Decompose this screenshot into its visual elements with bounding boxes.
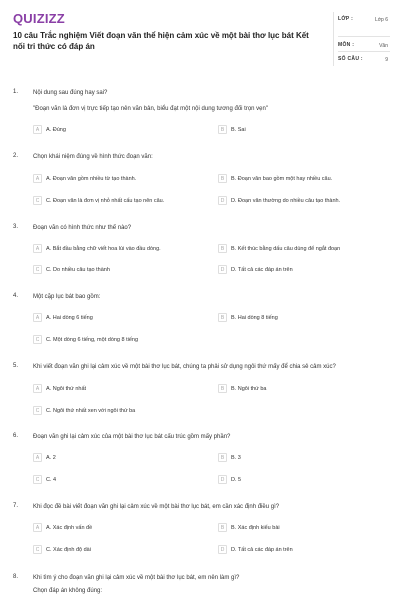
meta-subject-label: MÔN : bbox=[338, 42, 355, 48]
meta-separator bbox=[338, 36, 390, 37]
option-letter-box: C bbox=[33, 406, 42, 415]
question-number: 7. bbox=[13, 503, 19, 509]
option-letter-box: B bbox=[218, 174, 227, 183]
question-number: 6. bbox=[13, 433, 19, 439]
option-text: D. Đoạn văn thường do nhiều câu tạo thành. bbox=[231, 197, 341, 204]
option-letter-box: B bbox=[218, 244, 227, 253]
meta-divider bbox=[333, 12, 334, 66]
quizizz-logo: QUIZIZZ bbox=[13, 11, 65, 26]
option-letter-box: A bbox=[33, 244, 42, 253]
option-letter-box: A bbox=[33, 453, 42, 462]
option-letter-box: A bbox=[33, 384, 42, 393]
question-text: Đoạn văn có hình thức như thế nào? bbox=[33, 225, 132, 231]
option-letter-box: D bbox=[218, 265, 227, 274]
option-text: A. Xác định vấn đề bbox=[46, 524, 93, 531]
question-number: 3. bbox=[13, 224, 19, 230]
option-letter-box: C bbox=[33, 265, 42, 274]
option-letter-box: C bbox=[33, 475, 42, 484]
meta-grade-label: LỚP : bbox=[338, 16, 354, 22]
worksheet-header bbox=[0, 0, 400, 72]
question-text: Khi tìm ý cho đoạn văn ghi lại cảm xúc về một bài thơ lục bát, em nên làm gì? bbox=[33, 575, 240, 581]
meta-count-label: SỐ CÂU : bbox=[338, 56, 363, 62]
question-instruction: Chọn đáp án không đúng: bbox=[33, 588, 103, 594]
option-text: C. Đoạn văn là đơn vị nhỏ nhất cấu tạo nên câu. bbox=[46, 197, 165, 204]
option-text: B. Ngôi thứ ba bbox=[231, 385, 267, 392]
option-letter-box: D bbox=[218, 196, 227, 205]
option-text: A. 2 bbox=[46, 454, 56, 461]
option-letter-box: A bbox=[33, 174, 42, 183]
question-number: 4. bbox=[13, 293, 19, 299]
question-number: 5. bbox=[13, 363, 19, 369]
meta-subject-value: Văn bbox=[379, 43, 388, 49]
option-text: A. Ngôi thứ nhất bbox=[46, 385, 87, 392]
option-text: C. Xác định độ dài bbox=[46, 546, 91, 553]
question-text: Chọn khái niệm đúng về hình thức đoạn văn: bbox=[33, 154, 153, 160]
option-text: D. Tất cả các đáp án trên bbox=[231, 546, 293, 553]
option-letter-box: B bbox=[218, 384, 227, 393]
option-letter-box: A bbox=[33, 313, 42, 322]
option-text: C. 4 bbox=[46, 476, 57, 483]
option-text: A. Bắt đầu bằng chữ viết hoa lùi vào đầu dòng. bbox=[46, 245, 161, 252]
option-text: B. Kết thúc bằng dấu câu dùng để ngắt đoạn bbox=[231, 245, 341, 252]
question-text: Khi đọc đề bài viết đoạn văn ghi lại cảm xúc về một bài thơ lục bát, em cần xác định điều gì? bbox=[33, 504, 280, 510]
option-text: C. Do nhiều câu tạo thành bbox=[46, 266, 110, 273]
option-text: B. Xác định kiểu bài bbox=[231, 524, 280, 531]
option-letter-box: A bbox=[33, 523, 42, 532]
option-text: B. Hai dòng 8 tiếng bbox=[231, 314, 278, 321]
option-text: C. Một dòng 6 tiếng, một dòng 8 tiếng bbox=[46, 336, 139, 343]
question-quote: "Đoạn văn là đơn vị trực tiếp tạo nên văn bản, biểu đạt một nội dung tương đối trọn vẹn" bbox=[33, 106, 268, 112]
option-letter-box: C bbox=[33, 545, 42, 554]
option-letter-box: D bbox=[218, 545, 227, 554]
option-letter-box: B bbox=[218, 453, 227, 462]
option-letter-box: C bbox=[33, 196, 42, 205]
option-letter-box: B bbox=[218, 125, 227, 134]
option-text: A. Hai dòng 6 tiếng bbox=[46, 314, 93, 321]
question-text: Đoạn văn ghi lại cảm xúc của một bài thơ lục bát cấu trúc gồm mấy phần? bbox=[33, 434, 231, 440]
meta-count-value: 9 bbox=[385, 57, 388, 63]
option-letter-box: A bbox=[33, 125, 42, 134]
option-text: B. Sai bbox=[231, 126, 246, 133]
option-letter-box: B bbox=[218, 523, 227, 532]
question-text: Khi viết đoạn văn ghi lại cảm xúc về một bài thơ lục bát, chúng ta phải sử dụng ngôi thứ mấy để chia sẻ cảm xúc? bbox=[33, 364, 336, 370]
option-text: A. Đoạn văn gồm nhiều từ tạo thành. bbox=[46, 175, 137, 182]
meta-separator bbox=[338, 51, 390, 52]
option-text: A. Đúng bbox=[46, 126, 66, 133]
option-text: D. 5 bbox=[231, 476, 242, 483]
question-number: 8. bbox=[13, 574, 19, 580]
option-letter-box: D bbox=[218, 475, 227, 484]
option-text: B. 3 bbox=[231, 454, 241, 461]
question-number: 1. bbox=[13, 89, 19, 95]
option-letter-box: B bbox=[218, 313, 227, 322]
question-number: 2. bbox=[13, 153, 19, 159]
option-letter-box: C bbox=[33, 335, 42, 344]
worksheet-title: 10 câu Trắc nghiệm Viết đoạn văn thể hiện cảm xúc về một bài thơ lục bát Kết nối tri thức có đáp án bbox=[13, 31, 309, 51]
question-text: Một cặp lục bát bao gồm: bbox=[33, 294, 101, 300]
meta-grade-value: Lớp 6 bbox=[374, 17, 388, 23]
option-text: B. Đoạn văn bao gồm một hay nhiều câu. bbox=[231, 175, 333, 182]
option-text: D. Tất cả các đáp án trên bbox=[231, 266, 293, 273]
question-text: Nội dung sau đúng hay sai? bbox=[33, 90, 108, 96]
option-text: C. Ngôi thứ nhất xen với ngôi thứ ba bbox=[46, 407, 136, 414]
